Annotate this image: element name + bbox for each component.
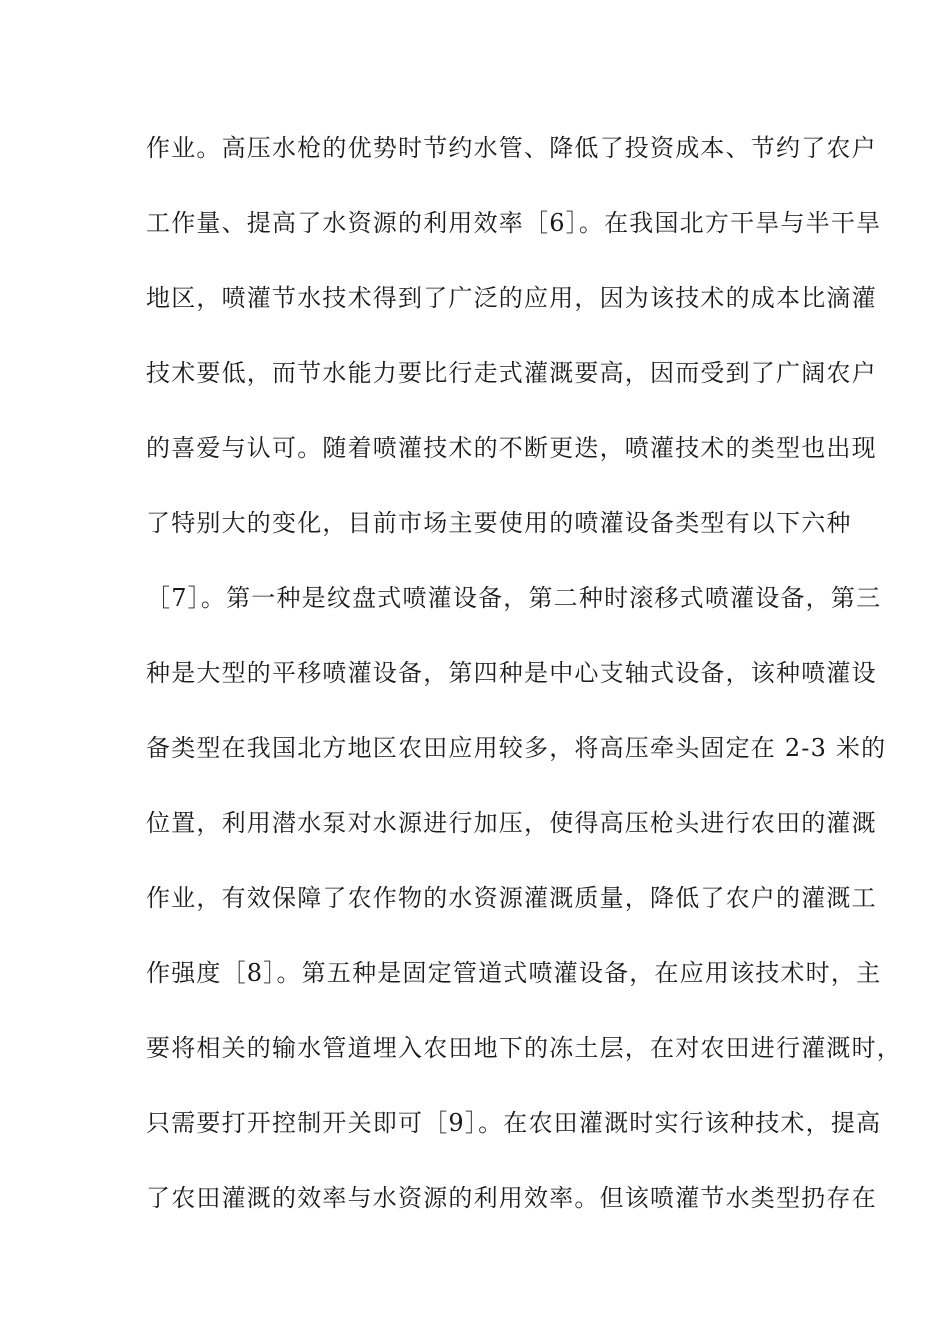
text-line: 作业，有效保障了农作物的水资源灌溉质量，降低了农户的灌溉工 [146,884,877,912]
text-line: 的喜爱与认可。随着喷灌技术的不断更迭，喷灌技术的类型也出现 [146,434,877,462]
text-line: 作强度［8］。第五种是固定管道式喷灌设备，在应用该技术时，主 [146,959,882,987]
text-line: 备类型在我国北方地区农田应用较多，将高压牵头固定在 2-3 米的 [146,734,887,762]
text-line: 作业。高压水枪的优势时节约水管、降低了投资成本、节约了农户 [146,134,877,162]
text-line: 位置，利用潜水泵对水源进行加压，使得高压枪头进行农田的灌溉 [146,809,877,837]
text-line: ［7］。第一种是纹盘式喷灌设备，第二种时滚移式喷灌设备，第三 [146,584,882,612]
body-paragraph [146,128,902,1253]
text-line: 种是大型的平移喷灌设备，第四种是中心支轴式设备，该种喷灌设 [146,659,877,687]
text-line: 只需要打开控制开关即可［9］。在农田灌溉时实行该种技术，提高 [146,1109,882,1137]
text-line: 了农田灌溉的效率与水资源的利用效率。但该喷灌节水类型扔存在 [146,1184,877,1212]
text-line: 要将相关的输水管道埋入农田地下的冻土层，在对农田进行灌溉时， [146,1034,902,1062]
text-line: 技术要低，而节水能力要比行走式灌溉要高，因而受到了广阔农户 [146,359,877,387]
text-line: 工作量、提高了水资源的利用效率［6］。在我国北方干旱与半干旱 [146,209,882,237]
text-line: 了特别大的变化，目前市场主要使用的喷灌设备类型有以下六种 [146,509,852,537]
text-line: 地区，喷灌节水技术得到了广泛的应用，因为该技术的成本比滴灌 [146,284,877,312]
